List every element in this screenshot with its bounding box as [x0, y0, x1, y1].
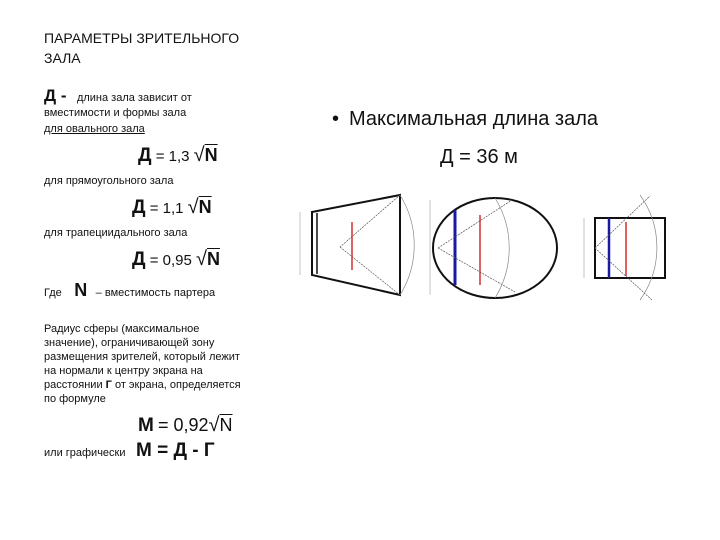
- sqrt-icon: √: [187, 196, 199, 218]
- radius-paragraph: [44, 322, 274, 406]
- formula-rect: [132, 196, 212, 219]
- sqrt-icon: √: [208, 414, 220, 436]
- formula-trap-coef: = 0,95: [149, 252, 192, 269]
- formula-trap-symbol: Д: [132, 249, 146, 270]
- formula-m: [138, 414, 233, 437]
- bullet-item: [332, 104, 598, 134]
- para-line: расстоянии Г от экрана, определяется: [44, 379, 241, 391]
- d-desc-line-2: вместимости и формы зала: [44, 107, 187, 119]
- oval-hall-diagram: [430, 198, 557, 298]
- formula-oval-coef: = 1,3: [155, 148, 190, 165]
- where-label: Где: [44, 287, 62, 299]
- formula-m-symbol: М: [138, 415, 154, 436]
- where-n: N: [74, 280, 88, 300]
- formula-oval-n: N: [204, 145, 218, 165]
- trap-label: для трапециидального зала: [44, 227, 188, 239]
- d-label: Д -: [44, 86, 67, 105]
- title-line-2: ЗАЛА: [44, 50, 81, 66]
- formula-m-coef: = 0,92: [158, 415, 209, 435]
- formula-rect-n: N: [198, 197, 212, 217]
- sqrt-icon: √: [196, 248, 207, 270]
- g-symbol: Г: [105, 379, 112, 391]
- graph-formula-line: [44, 440, 215, 462]
- para-line: размещения зрителей, который лежит: [44, 351, 240, 363]
- where-line: [44, 280, 215, 301]
- graph-formula: М = Д - Г: [135, 440, 215, 461]
- formula-rect-symbol: Д: [132, 197, 146, 218]
- para-line: значение), ограничивающей зону: [44, 337, 215, 349]
- rect-hall-diagram: [584, 195, 665, 300]
- d-desc-line-1: длина зала зависит от: [76, 92, 192, 104]
- where-desc: – вместимость партера: [95, 287, 216, 299]
- para-line: на нормали к центру экрана на: [44, 365, 203, 377]
- formula-rect-coef: = 1,1: [149, 200, 184, 217]
- para-line: Радиус сферы (максимальное: [44, 323, 200, 335]
- formula-trap-n: N: [207, 249, 220, 269]
- oval-label: для овального зала: [44, 123, 145, 135]
- formula-m-n: N: [219, 415, 233, 435]
- para-line: по формуле: [44, 393, 106, 405]
- bullet-icon: •: [332, 108, 340, 130]
- title-line-1: ПАРАМЕТРЫ ЗРИТЕЛЬНОГО: [44, 30, 240, 46]
- formula-oval-symbol: Д: [138, 145, 152, 166]
- hall-diagrams: [290, 190, 690, 310]
- rect-label: для прямоугольного зала: [44, 175, 174, 187]
- bullet-line-2: Д = 36 м: [440, 146, 518, 168]
- or-graph-label: или графически: [44, 447, 126, 459]
- formula-oval: [138, 144, 218, 167]
- d-definition: [44, 86, 192, 106]
- trapezoid-hall-diagram: [300, 195, 414, 295]
- bullet-line-1: Максимальная длина зала: [349, 108, 599, 130]
- sqrt-icon: √: [193, 144, 205, 166]
- formula-trap: [132, 248, 220, 271]
- slide-title: [44, 28, 239, 68]
